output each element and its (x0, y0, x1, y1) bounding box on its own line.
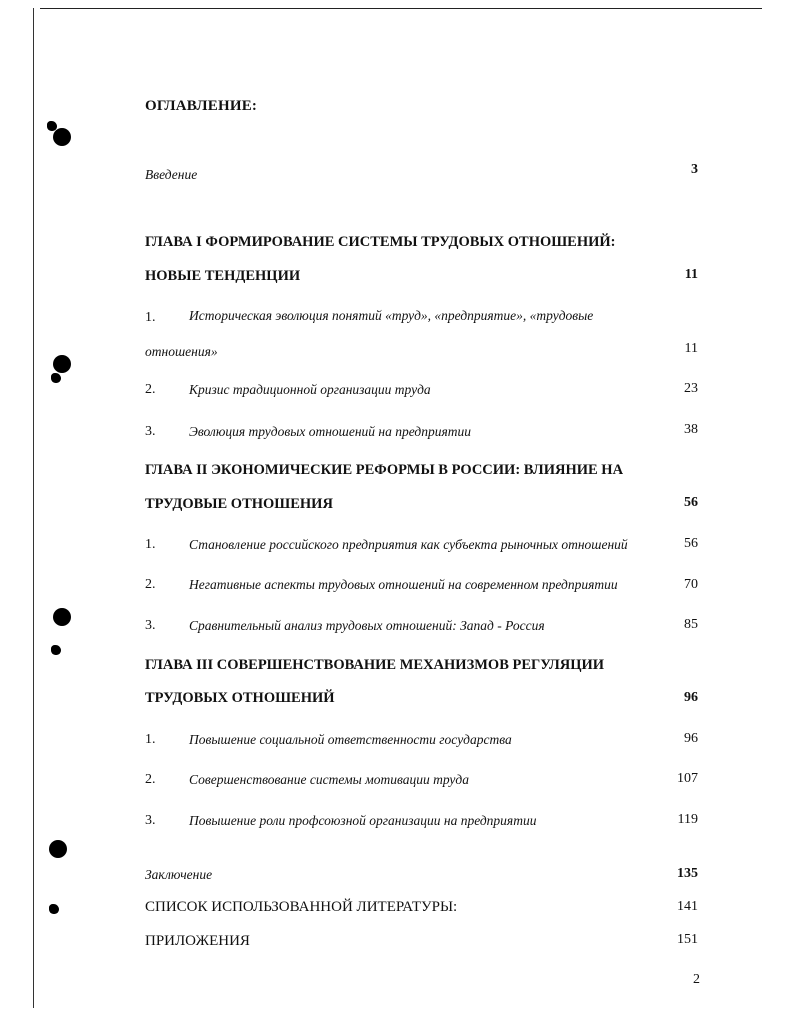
chapter2-item2-page: 70 (684, 577, 698, 592)
chapter2-title-line1: ГЛАВА II ЭКОНОМИЧЕСКИЕ РЕФОРМЫ В РОССИИ: ВЛИЯНИЕ НА (145, 462, 624, 478)
chapter3-item2-number: 2. (145, 772, 156, 787)
chapter3-title-line1: ГЛАВА III СОВЕРШЕНСТВОВАНИЕ МЕХАНИЗМОВ РЕГУЛЯЦИИ (145, 657, 605, 673)
chapter3-item1-page: 96 (684, 731, 698, 746)
chapter3-item1-number: 1. (145, 732, 156, 747)
chapter3-item1-text: Повышение социальной ответственности государства (189, 732, 512, 747)
ink-blot (51, 645, 61, 655)
chapter2-item3-number: 3. (145, 618, 156, 633)
chapter1-item3-text: Эволюция трудовых отношений на предприятии (189, 424, 471, 439)
punch-hole (53, 355, 71, 373)
chapter1-item2-number: 2. (145, 382, 156, 397)
references-label: СПИСОК ИСПОЛЬЗОВАННОЙ ЛИТЕРАТУРЫ: (145, 899, 458, 915)
chapter1-item1-text: Историческая эволюция понятий «труд», «предприятие», «трудовые (189, 308, 594, 323)
chapter1-item1-text-cont: отношения» (145, 344, 218, 359)
conclusion-label: Заключение (145, 867, 213, 882)
chapter2-item1-text: Становление российского предприятия как субъекта рыночных отношений (189, 537, 628, 552)
punch-hole (53, 128, 71, 146)
chapter1-title-line1: ГЛАВА I ФОРМИРОВАНИЕ СИСТЕМЫ ТРУДОВЫХ ОТНОШЕНИЙ: (145, 234, 616, 250)
chapter2-item1-number: 1. (145, 537, 156, 552)
chapter2-page: 56 (684, 495, 698, 510)
punch-hole (53, 608, 71, 626)
chapter2-item1-page: 56 (684, 536, 698, 551)
chapter1-item3-number: 3. (145, 424, 156, 439)
chapter1-item2-page: 23 (684, 381, 698, 396)
conclusion-page: 135 (677, 866, 698, 881)
chapter2-title-line2: ТРУДОВЫЕ ОТНОШЕНИЯ (145, 496, 333, 512)
intro-label: Введение (145, 167, 198, 182)
chapter2-item3-page: 85 (684, 617, 698, 632)
chapter1-item1-number: 1. (145, 310, 156, 325)
chapter1-item3-page: 38 (684, 422, 698, 437)
punch-hole (49, 840, 67, 858)
chapter3-page: 96 (684, 690, 698, 705)
chapter3-item2-page: 107 (677, 771, 698, 786)
appendix-page: 151 (677, 932, 698, 947)
references-page: 141 (677, 899, 698, 914)
scan-edge-top (40, 8, 762, 9)
chapter2-item2-number: 2. (145, 577, 156, 592)
chapter3-item3-text: Повышение роли профсоюзной организации на предприятии (189, 813, 537, 828)
page-number: 2 (693, 972, 700, 987)
chapter3-title-line2: ТРУДОВЫХ ОТНОШЕНИЙ (145, 690, 335, 706)
scan-edge-left (33, 8, 34, 1008)
chapter3-item3-number: 3. (145, 813, 156, 828)
chapter1-title-line2: НОВЫЕ ТЕНДЕНЦИИ (145, 268, 301, 284)
toc-heading: ОГЛАВЛЕНИЕ: (145, 98, 258, 114)
chapter1-item2-text: Кризис традиционной организации труда (189, 382, 431, 397)
chapter1-page: 11 (684, 267, 698, 282)
appendix-label: ПРИЛОЖЕНИЯ (145, 933, 250, 949)
chapter2-item3-text: Сравнительный анализ трудовых отношений: Запад - Россия (189, 618, 545, 633)
ink-blot (49, 904, 59, 914)
intro-page: 3 (691, 162, 698, 177)
chapter3-item3-page: 119 (677, 812, 698, 827)
chapter1-item1-page: 11 (684, 341, 698, 356)
chapter3-item2-text: Совершенствование системы мотивации труда (189, 772, 469, 787)
ink-blot (51, 373, 61, 383)
chapter2-item2-text: Негативные аспекты трудовых отношений на современном предприятии (189, 577, 618, 592)
ink-blot (47, 121, 57, 131)
